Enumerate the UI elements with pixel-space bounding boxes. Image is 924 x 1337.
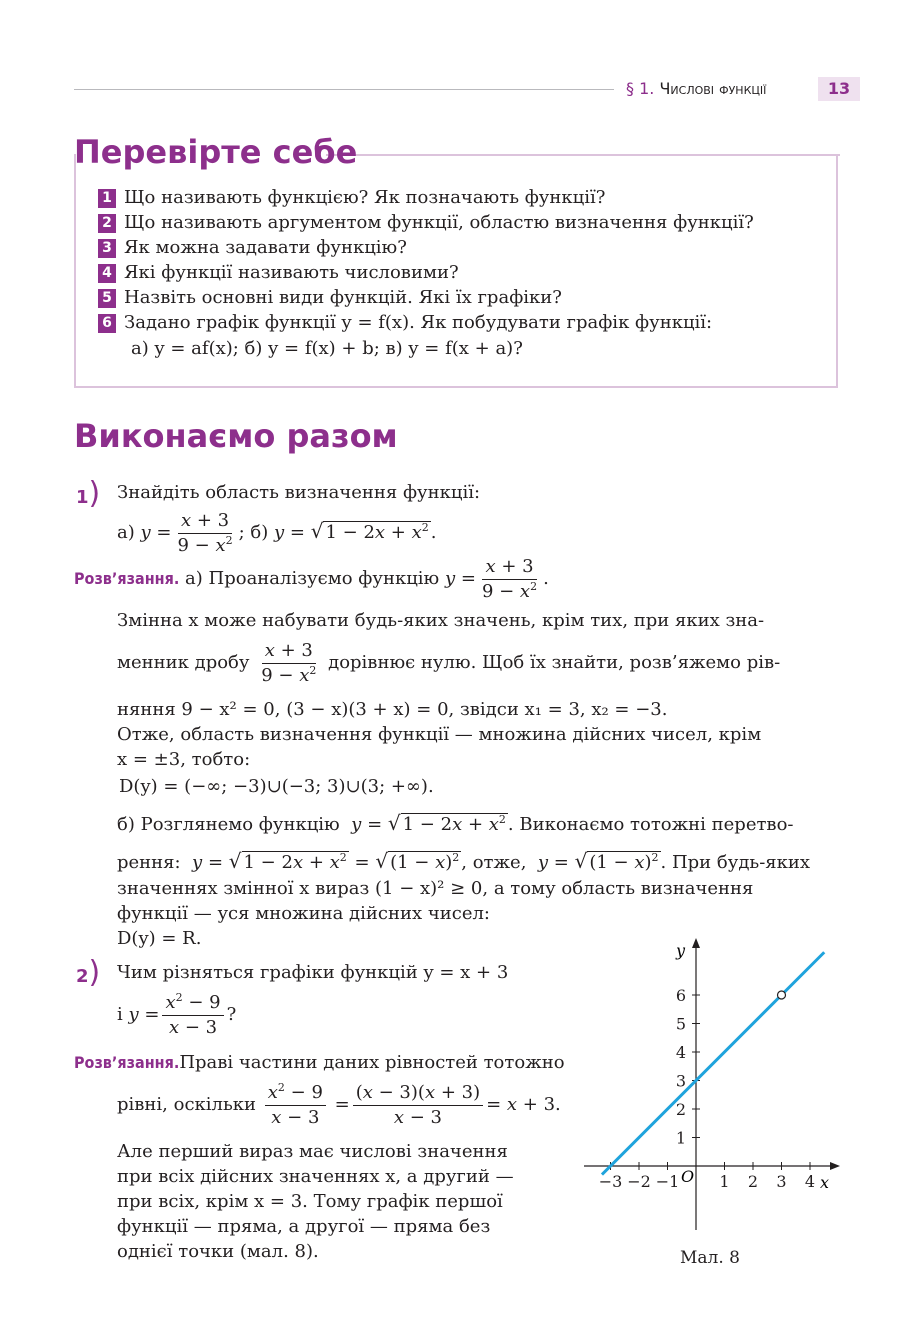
sol2-line7: однієї точки (мал. 8). bbox=[117, 1241, 319, 1262]
figure-caption: Мал. 8 bbox=[680, 1248, 740, 1268]
task-2-number: 2) bbox=[76, 955, 101, 990]
figure-graph bbox=[578, 930, 848, 1240]
running-header bbox=[626, 78, 766, 100]
x-tick-label: 3 bbox=[776, 1172, 787, 1191]
x-axis bbox=[584, 1162, 840, 1170]
task-2-formula: і y = $\frac{x^2 - 9}{x - 3}$ ? bbox=[117, 990, 237, 1038]
sol2-line6: функції — пряма, а другої — пряма без bbox=[117, 1216, 491, 1237]
sol1-line10: значеннях змінної x вираз (1 − x)² ≥ 0, а тому область визначення bbox=[117, 878, 754, 899]
question-6-line2: а) y = af(x); б) y = f(x) + b; в) y = f(x + a)? bbox=[131, 338, 523, 359]
sol1-line9: рення: y = √ $1 - 2x + x^2$ = √ $(1 - x)^2$ , отже, y = √ $(1 - x)^2$ . При будь-яких bbox=[117, 849, 811, 873]
section-mark: § 1. bbox=[626, 79, 655, 98]
task-1-text: Знайдіть область визначення функції: bbox=[117, 482, 481, 503]
y-tick-label: 4 bbox=[675, 1043, 686, 1062]
task-1-formulas: а) y = $\frac{x + 3}{9 - x^2}$ ; б) y = √ $1 - 2x + x^2$ . bbox=[117, 509, 437, 556]
sol2-line4: при всіх дійсних значеннях x, а другий — bbox=[117, 1166, 514, 1187]
sol1-line6: x = ±3, тобто: bbox=[117, 749, 251, 770]
x-tick-label: −2 bbox=[627, 1172, 651, 1191]
page-number: 13 bbox=[818, 77, 860, 101]
question-3: 3 Як можна задавати функцію? bbox=[98, 236, 407, 260]
y-axis-label: y bbox=[676, 941, 686, 960]
y-tick-label: 3 bbox=[675, 1071, 686, 1091]
x-axis-label: x bbox=[820, 1173, 830, 1192]
sol1-line2: Змінна x може набувати будь-яких значень, крім тих, при яких зна- bbox=[117, 610, 765, 631]
origin-label: O bbox=[681, 1167, 695, 1186]
y-tick-label: 6 bbox=[675, 986, 686, 1005]
x-tick-label: −3 bbox=[598, 1172, 623, 1191]
question-5: 5 Назвіть основні види функцій. Які їх графіки? bbox=[98, 286, 562, 310]
sol1-line8: б) Розглянемо функцію y = √ $1 - 2x + x^2$ . Виконаємо тотожні перетво- bbox=[117, 811, 794, 835]
solution-2: Розв’язання.Праві частини даних рівностей тотожно bbox=[74, 1052, 565, 1073]
y-tick-label: 5 bbox=[675, 1014, 686, 1034]
check-yourself-heading: Перевірте себе bbox=[74, 133, 358, 171]
sol2-line3: Але перший вираз має числові значення bbox=[117, 1141, 508, 1162]
sol1-line4: няння 9 − x² = 0, (3 − x)(3 + x) = 0, звідси x₁ = 3, x₂ = −3. bbox=[117, 699, 668, 720]
sol1-line12: D(y) = R. bbox=[117, 928, 202, 949]
task-1-number: 1) bbox=[76, 476, 101, 511]
y-tick-label: 2 bbox=[675, 1100, 686, 1119]
box-top-rule bbox=[326, 154, 840, 156]
x-tick-label: −1 bbox=[655, 1172, 680, 1191]
y-tick-label: 1 bbox=[675, 1128, 686, 1148]
question-1: 1 Що називають функцією? Як позначають функції? bbox=[98, 186, 605, 210]
x-tick-label: 1 bbox=[719, 1172, 730, 1191]
question-2: 2 Що називають аргументом функції, областю визначення функції? bbox=[98, 211, 754, 235]
sol1-line5: Отже, область визначення функції — множина дійсних чисел, крім bbox=[117, 724, 762, 745]
header-rule bbox=[74, 89, 614, 90]
graph-line bbox=[602, 952, 824, 1174]
task-2-text: Чим різняться графіки функцій y = x + 3 bbox=[117, 962, 509, 983]
sol1-line3: менник дробу $\frac{x + 3}{9 - x^2}$ дорівнює нулю. Щоб їх знайти, розв’яжемо рів- bbox=[117, 639, 781, 686]
chapter-title: Числові функції bbox=[659, 79, 767, 98]
x-tick-label: 2 bbox=[747, 1172, 759, 1191]
x-tick-label: 4 bbox=[804, 1172, 816, 1191]
question-4: 4 Які функції називають числовими? bbox=[98, 261, 459, 285]
sol2-line5: при всіх, крім x = 3. Тому графік першої bbox=[117, 1191, 503, 1212]
sol2-line2: рівні, оскільки $\frac{x^2 - 9}{x - 3}$ = $\frac{(x - 3)(x + 3)}{x - 3}$ = x + 3. bbox=[117, 1080, 561, 1128]
excluded-point bbox=[778, 991, 786, 999]
together-heading: Виконаємо разом bbox=[74, 417, 398, 455]
question-6: 6 Задано графік функції y = f(x). Як побудувати графік функції: bbox=[98, 311, 712, 335]
sol1-line11: функції — уся множина дійсних чисел: bbox=[117, 903, 490, 924]
solution-1: Розв’язання. а) Проаналізуємо функцію y = $\frac{x + 3}{9 - x^2}$ . bbox=[74, 555, 549, 602]
sol1-line7: D(y) = (−∞; −3)∪(−3; 3)∪(3; +∞). bbox=[119, 776, 434, 797]
